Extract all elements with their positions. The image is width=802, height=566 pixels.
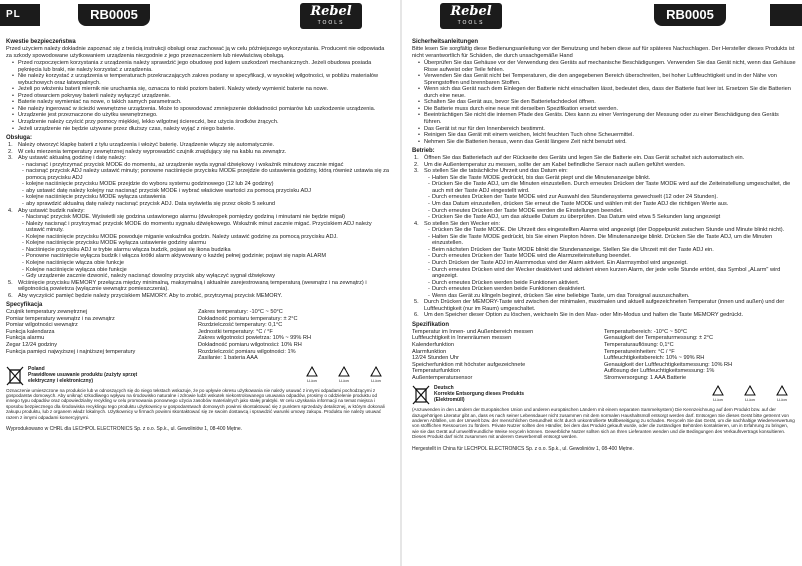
usage-step xyxy=(8,292,390,300)
spec-value: Temperatureinheiten: °C / °F xyxy=(604,348,675,355)
safety-item: • Urządzenie jest przeznaczone do użytku wewnętrznego. xyxy=(18,112,390,119)
safety-list xyxy=(6,60,390,132)
brand-logo xyxy=(300,3,362,29)
step-sublist xyxy=(18,162,390,208)
step-sublist xyxy=(424,175,796,221)
step-subitem: - kolejne naciśnięcie przycisku MODE przejdzie do wyboru systemu godzinowego (12 lub 24 godziny) xyxy=(22,181,390,188)
step-number: 3. xyxy=(8,155,13,162)
left-content xyxy=(6,36,390,433)
recycle-label: Li-ion xyxy=(713,397,723,403)
recycle-label: Li-ion xyxy=(307,377,317,383)
right-header xyxy=(406,0,802,30)
spec-feature: Funkcja kalendarza xyxy=(6,328,55,335)
usage-heading: Obsługa: xyxy=(6,135,33,142)
step-number: 2. xyxy=(414,161,419,168)
recycle-icon xyxy=(775,385,789,397)
step-subitem: - Kolejne naciśnięcie przycisku MODE wyłącza ustawienie godziny alarmu xyxy=(22,240,390,247)
spec-value: Stromversorgung: 1 AAA Batterie xyxy=(604,374,687,381)
spec-value: Zasilanie: 1 bateria AAA xyxy=(198,355,258,362)
brand-logo xyxy=(440,3,502,29)
safety-item: • Jeżeli po włożeniu baterii miernik nie uruchamia się, oznacza to niski poziom baterii. Należy wtedy wymienić baterie na nowe. xyxy=(18,86,390,93)
spec-value: Jednostki temperatury: °C / °F xyxy=(198,328,273,335)
crossed-bin-icon xyxy=(6,366,24,386)
recycle-icon xyxy=(743,385,757,397)
spec-value: Zakres temperatury: -10°C ~ 50°C xyxy=(198,309,283,316)
spec-feature: Temperaturfunktion xyxy=(412,368,460,375)
brand-name: Rebel xyxy=(310,4,352,19)
spec-feature: Zegar 12/24 godziny xyxy=(6,341,57,348)
disposal-country: Poland xyxy=(28,365,45,372)
language-tab xyxy=(0,4,40,42)
recycle-label: Li-ion xyxy=(745,397,755,403)
disposal-text: (Anzuwenden in den Ländern der Europäischen Union und anderen europäischen Ländern mit einem separaten Sammelsystem) Die Kennzeichnung auf dem Produkt bzw. auf der dazugehörigen Literatur gibt an, dass es nach seiner Lebensdauer nicht zusammen mit dem normalen Haushaltsmüll entsorgt werden darf. Entsorgen Sie dieses Gerät bitte getrennt von anderen Abfällen, um der Umwelt bzw. der menschlichen Gesundheit nicht durch unkontrollierte Müllbeseitigung zu schaden. Recyceln Sie das Gerät, um die nachhaltige Wiederverwertung von stofflichen Ressourcen zu fördern. Private Nutzer sollten den Händler, bei dem das Produkt gekauft wurde, oder die zuständigen Behörden kontaktieren, um in Erfahrung zu bringen, wie sie das Gerät auf umweltfreundliche Weise recyceln können. Gewerbliche Nutzer sollten sich an Ihren Lieferanten wenden und die Bedingungen des Verkaufsvertrags konsultieren. Dieses Produkt darf nicht zusammen mit anderem Gewerbemüll entsorgt werden. xyxy=(412,407,795,440)
spec-value: Dokładność pomiaru temperatury: ± 2°C xyxy=(198,315,298,322)
step-number: 6. xyxy=(8,292,13,299)
recycle-icons xyxy=(294,366,390,383)
step-subitem: - Durch erneutes Drücken der Taste MODE wird zur Auswahl des Stundensystems gewechselt (12 oder 24 Stunden). xyxy=(428,194,796,201)
recycle-icons xyxy=(700,385,796,402)
safety-item: • Baterie należy wymieniać na nowe, o takich samych parametrach. xyxy=(18,99,390,106)
disposal-title: Prawidłowe usuwanie produktu (zużyty sprzęt elektryczny i elektroniczny) xyxy=(28,371,138,384)
recycle-icon xyxy=(369,366,383,378)
step-subitem: - Kolejne naciśnięcie przycisku MODE powoduje miganie wskaźnika godzin. Należy ustawić godzinę za pomocą przycisku ADJ. xyxy=(22,234,390,241)
usage-step xyxy=(8,279,390,293)
safety-item: • Das Gerät ist nur für den Innenbereich bestimmt. xyxy=(424,126,796,133)
spec-feature: Temperatur im Innen- und Außenbereich messen xyxy=(412,328,534,335)
safety-intro: Przed użyciem należy dokładnie zapoznać się z treścią instrukcji obsługi oraz zachować ją w celu późniejszego wykorzystania. Producent nie odpowiada za szkody spowodowane użytkowaniem urządzenia niezgodnie z jego przeznaczeniem lub niewłaściwą obsługą. xyxy=(6,46,385,59)
language-code: PL xyxy=(6,9,21,20)
spec-value: Zakres wilgotności powietrza: 10% ~ 99% RH xyxy=(198,335,312,342)
step-sublist xyxy=(18,214,390,279)
spec-feature: Funkcja alarmu xyxy=(6,335,45,342)
step-subitem: - nacisnąć i przytrzymać przycisk MODE do momentu, aż urządzenie wyda sygnał dźwiękowy i wskaźnik minutowy zacznie migać xyxy=(22,162,390,169)
model-number: RB0005 xyxy=(78,4,150,26)
brand-subtitle: TOOLS xyxy=(457,20,485,26)
usage-step xyxy=(414,220,796,300)
safety-item: • Schalten Sie das Gerät aus, bevor Sie den Batteriefachdeckel öffnen. xyxy=(424,99,796,106)
step-text: W celu mierzenia temperatury zewnętrznej należy wyprowadzić czujnik znajdujący się na kablu na zewnątrz. xyxy=(18,148,287,155)
step-subitem: - Halten Sie die Taste MODE gedrückt, bis Sie einen Piepton hören. Die Minutenanzeige blinkt. Drücken Sie die Taste ADJ, um die Minuten einzustellen. xyxy=(428,234,796,247)
disposal-title: Korrekte Entsorgung dieses Produkts (Elektromüll) xyxy=(434,391,525,404)
spec-feature: 12/24 Stunden Uhr xyxy=(412,355,459,362)
step-subitem: - Durch erneutes Drücken wird der Wecker deaktiviert und aktiviert einen kurzen Alarm, der jede volle Stunde ertönt, das Symbol „ALarm" wird angezeigt. xyxy=(428,267,796,280)
spec-feature: Alarmfunktion xyxy=(412,348,447,355)
step-subitem: - Należy nacisnąć i przytrzymać przycisk MODE do momentu sygnału dźwiękowego. Wskaźnik minut zacznie migać. Przyciskiem ADJ należy ustawić minuty. xyxy=(22,221,390,234)
usage-steps xyxy=(6,142,390,299)
step-number: 4. xyxy=(8,207,13,214)
step-subitem: - Durch erneutes Drücken der Taste MODE wird die Alarmzeiteinstellung beendet. xyxy=(428,253,796,260)
spec-value: Auflösung der Luftfeuchtigkeitsmessung: 1% xyxy=(604,368,715,375)
spec-feature: Kalenderfunktion xyxy=(412,341,454,348)
recycle-icon xyxy=(305,366,319,378)
brand-subtitle: TOOLS xyxy=(317,20,345,26)
spec-feature: Pomiar temperatury wewnątrz i na zewnątrz xyxy=(6,315,115,322)
step-subitem: - Naciśnięcie przycisku ADJ w trybie alarmu włącza budzik, pojawi się ikona budzika xyxy=(22,247,390,254)
spec-feature: Funkcja pamięci najwyższej i najniższej temperatury xyxy=(6,348,136,355)
spec-column-values xyxy=(604,329,796,381)
recycle-mark xyxy=(704,385,732,402)
spec-value: Dokładność pomiaru wilgotności: 10% RH xyxy=(198,341,302,348)
manufacturer-info: Hergestellt in China für LECHPOL ELECTRONICS Sp. z o.o. Sp.k., ul. Gewoliniów 1, 08-400 Mętne. xyxy=(412,445,634,452)
step-subitem: - Nacisnąć przycisk MODE. Wyświetli się godzina ustawionego alarmu (dwukropek pomiędzy godziną i minutami nie będzie migał) xyxy=(22,214,390,221)
step-subitem: - Halten Sie die Taste MODE gedrückt, bis das Gerät piept und die Minutenanzeige blinkt. xyxy=(428,175,796,182)
step-text: Aby ustawić aktualną godzinę i datę należy: xyxy=(18,155,127,162)
safety-item: • Die Batterie muss durch eine neue mit derselben Spezifikation ersetzt werden. xyxy=(424,106,796,113)
spec-value: Luftfeuchtigkeitsbereich: 10% ~ 99% RH xyxy=(604,355,705,362)
step-text: Aby wyczyścić pamięć będzie należy przyciskiem MEMORY. Aby to zrobić, przytrzymaj przycisk MEMORY. xyxy=(18,292,283,299)
safety-item: • Przed otwarciem pokrywy baterii należy wyłączyć urządzenie. xyxy=(18,93,390,100)
recycle-icon xyxy=(337,366,351,378)
step-subitem: - Um das Datum einzustellen, drücken Sie erneut die Taste MODE und wählen mit der Taste ADJ die richtigen Werte aus. xyxy=(428,201,796,208)
header-strip xyxy=(770,4,802,26)
step-number: 1. xyxy=(414,155,419,162)
step-subitem: - Durch erneutes Drücken der Taste MODE werden die Einstellungen beendet. xyxy=(428,208,796,215)
safety-item: • Nehmen Sie die Batterien heraus, wenn das Gerät längere Zeit nicht benutzt wird. xyxy=(424,139,796,146)
step-text: Öffnen Sie das Batteriefach auf der Rückseite des Geräts und legen Sie die Batterie ein. Das Gerät schaltet sich automatisch ein. xyxy=(424,155,745,162)
crossed-bin-icon xyxy=(412,385,430,405)
spec-table xyxy=(412,329,796,381)
safety-heading: Sicherheitsanleitungen xyxy=(412,39,479,45)
spec-value: Rozdzielczość temperatury: 0,1°C xyxy=(198,322,283,329)
spec-value: Genauigkeit der Luftfeuchtigkeitsmessung: 10% RH xyxy=(604,361,733,368)
step-number: 5. xyxy=(414,299,419,306)
german-page xyxy=(406,0,802,566)
step-subitem: - aby sprawdzić aktualną datę należy nacisnąć przycisk ADJ. Data wyświetla się przez około 5 sekund xyxy=(22,201,390,208)
disposal-block xyxy=(412,385,796,405)
safety-heading: Kwestie bezpieczeństwa xyxy=(6,39,76,45)
next-language-code: D xyxy=(12,31,21,42)
step-number: 6. xyxy=(414,312,419,319)
spec-column-values xyxy=(198,309,390,361)
step-text: Wciśnięcie przycisku MEMORY przełącza między minimalną, maksymalną i aktualnie zarejestrowaną temperaturą (wewnątrz i na zewnątrz) i wilgotnością powietrza (wyłącznie wewnątrz pomieszczenia). xyxy=(18,279,367,293)
step-text: Należy otworzyć klapkę baterii z tyłu urządzenia i włożyć baterię. Urządzenie włączy się automatycznie. xyxy=(18,142,275,149)
spec-table xyxy=(6,309,390,361)
recycle-mark xyxy=(330,366,358,383)
spec-feature: Speicherfunktion mit höchster aufgezeichnete xyxy=(412,361,526,368)
safety-item: • Überprüfen Sie das Gehäuse vor der Verwendung des Geräts auf mechanische Beschädigungen. Verwenden Sie das Gerät nicht, wenn das Gehäuse Risse aufweist oder Teile fehlen. xyxy=(424,60,796,73)
recycle-label: Li-ion xyxy=(777,397,787,403)
usage-step xyxy=(414,299,796,312)
usage-step xyxy=(8,207,390,280)
step-text: Um die Außentemperatur zu messen, sollte der am Kabel befindliche Sensor nach außen geführt werden. xyxy=(424,161,686,168)
step-subitem: - Drücken Sie die Taste ADJ, um das aktuelle Datum zu überprüfen. Das Datum wird etwa 5 Sekunden lang angezeigt xyxy=(428,214,796,221)
safety-item: • Beeinträchtigen Sie nicht die internen Pfade des Geräts. Dies kann zu einer Verringerung der Messung oder zu einer Beschädigung des Geräts führen. xyxy=(424,112,796,125)
step-number: 3. xyxy=(414,168,419,175)
polish-page xyxy=(0,0,396,566)
spec-feature: Pomiar wilgotności wewnątrz xyxy=(6,322,78,329)
step-text: Aby ustawić budzik należy: xyxy=(18,207,85,214)
step-subitem: - Ponowne naciśnięcie wyłącza budzik i włącza krótki alarm aktywowany o każdej pełnej godzinie; pojawi się napis ALARM xyxy=(22,253,390,260)
manufacturer-info: Wyprodukowano w CHRL dla LECHPOL ELECTRONICS Sp. z o.o. Sp.k., ul. Gewoliniów 1, 08-400 Mętne. xyxy=(6,426,243,433)
spec-feature: Luftfeuchtigkeit in Innenräumen messen xyxy=(412,335,512,342)
spec-feature: Außentemperatursensor xyxy=(412,374,473,381)
step-subitem: - Drücken Sie die Taste ADJ, um die Minuten einzustellen. Durch erneutes Drücken der Taste MODE wird auf die Zeiteinstellung umgeschaltet, die auch mit der Taste ADJ eingestellt wird. xyxy=(428,181,796,194)
step-text: Durch Drücken der MEMORY-Taste wird zwischen der minimalen, maximalen und aktuell aufgezeichneten Temperatur (innen und außen) und der Luftfeuchtigkeit (nur im Raum) umgeschaltet. xyxy=(424,299,785,312)
step-number: 1. xyxy=(8,142,13,149)
safety-item: • Nie należy korzystać z urządzenia w temperaturach przekraczających zakres podany w specyfikacji, w wysokiej wilgotności, w pobliżu materiałów wybuchowych oraz łatwopalnych. xyxy=(18,73,390,86)
safety-item: • Wenn sich das Gerät nach dem Einlegen der Batterie nicht einschalten lässt, bedeutet dies, dass der Batterie fast leer ist. Ersetzen Sie die Batterien durch eine neue. xyxy=(424,86,796,99)
disposal-country: Deutsch xyxy=(434,385,454,392)
step-text: Um den Speicher dieser Option zu löschen, weichseln Sie in den Max- oder Min-Modus und halten die Taste MEMORY gedrückt. xyxy=(424,312,744,319)
safety-list xyxy=(412,60,796,145)
model-number: RB0005 xyxy=(654,4,726,26)
step-number: 2. xyxy=(8,148,13,155)
step-subitem: - nacisnąć przycisk ADJ należy ustawić minuty; ponowne naciśnięcie przycisku MODE przejdzie do ustawienia godziny, którą również ustawia się za pomocą przycisku ADJ xyxy=(22,168,390,181)
step-subitem: - Kolejne naciśnięcie włącza obie funkcje xyxy=(22,260,390,267)
safety-item: • Nie należy ingerować w ścieżki wewnętrzne urządzenia. Może to spowodować zmniejszenie dokładności pomiarów lub uszkodzenie urządzenia. xyxy=(18,106,390,113)
step-subitem: - kolejne naciśnięcie przycisku MODE wyłącza ustawienia xyxy=(22,194,390,201)
safety-item: • Urządzenie należy czyścić przy pomocy miękkiej, lekko wilgotnej ściereczki, bez użycia środków żrących. xyxy=(18,119,390,126)
brand-name: Rebel xyxy=(450,4,492,19)
recycle-mark xyxy=(362,366,390,383)
page-divider xyxy=(400,0,402,566)
spec-column-features xyxy=(6,309,198,361)
recycle-mark xyxy=(298,366,326,383)
step-subitem: - Drücken Sie die Taste MODE. Die Uhrzeit des eingestellten Alarms wird angezeigt (der Doppelpunkt zwischen Stunde und Minute blinkt nicht). xyxy=(428,227,796,234)
right-content xyxy=(412,36,796,452)
step-text: So stellen Sie die tatsächliche Uhrzeit und das Datum ein: xyxy=(424,168,568,175)
step-subitem: - Beim nächsten Drücken der Taste MODE blinkt die Stundenanzeige. Stellen Sie die Uhrzeit mit der Taste ADJ ein. xyxy=(428,247,796,254)
safety-item: • Reinigen Sie das Gerät mit einem weichen, leicht feuchten Tuch ohne Scheuermittel. xyxy=(424,132,796,139)
step-text: So stellen Sie den Wecker ein: xyxy=(424,220,501,227)
usage-step xyxy=(414,168,796,221)
spec-value: Genauigkeit der Temperaturmessung: ± 2°C xyxy=(604,335,714,342)
spec-value: Rozdzielczość pomiaru wilgotności: 1% xyxy=(198,348,296,355)
usage-heading: Betrieb: xyxy=(412,148,435,155)
usage-steps xyxy=(412,155,796,319)
step-number: 4. xyxy=(414,220,419,227)
recycle-icon xyxy=(711,385,725,397)
disposal-text: Oznaczenie umieszczone na produkcie lub w odnoszących się do niego tekstach wskazuje, że po upływie okresu użytkowania nie należy usuwać z innymi odpadami pochodzącymi z gospodarstw domowych. Aby uniknąć szkodliwego wpływu na środowisko naturalne i zdrowie ludzi wskutek niekontrolowanego usuwania odpadów, prosimy o oddzielenie produktu od innego typu odpadów oraz odpowiedzialny recykling w celu promowania ponownego użycia zasobów materialnych jako stałej praktyki. W celu uzyskania informacji na temat miejsca i sposobu bezpiecznego dla środowiska recyklingu tego produktu użytkownicy w gospodarstwach domowych powinni skontaktować się z punktem sprzedaży detalicznej, w którym dokonali zakupu produktu, lub z organem władz lokalnych. Użytkownicy w firmach powinni skontaktować się ze swoim dostawcą i sprawdzić warunki umowy zakupu. Produktu nie należy usuwać razem z innymi odpadami komercyjnymi. xyxy=(6,387,385,420)
spec-value: Temperaturauflösung: 0,1°C xyxy=(604,341,674,348)
safety-item: • Jeżeli urządzenie nie będzie używane przez dłuższy czas, należy wyjąć z niego baterie. xyxy=(18,126,390,133)
spec-heading: Specyfikacja xyxy=(6,302,43,309)
recycle-label: Li-ion xyxy=(339,377,349,383)
usage-step xyxy=(8,155,390,208)
step-sublist xyxy=(424,227,796,299)
disposal-block xyxy=(6,366,390,386)
step-subitem: - Kolejne naciśnięcie wyłącza obie funkcje xyxy=(22,267,390,274)
step-subitem: - aby ustawić datę należy kolejny raz nacisnąć przycisk MODE i wybrać właściwe wartości za pomocą przycisku ADJ xyxy=(22,188,390,195)
step-subitem: - Durch erneutes Drücken werden beide Funktionen deaktiviert. xyxy=(428,286,796,293)
spec-value: Temperaturbereich: -10°C ~ 50°C xyxy=(604,328,687,335)
spec-column-features xyxy=(412,329,604,381)
safety-intro: Bitte lesen Sie sorgfältig diese Bedienungsanleitung vor der Benutzung und heben diese auf für späteres Nachschlagen. Der Hersteller dieses Produkts ist nicht verantwortlich für Schäden, die durch unsachgemäße Hand xyxy=(412,46,795,59)
step-subitem: - Wenn das Gerät zu klingeln beginnt, drücken Sie eine beliebige Taste, um das Tonsignal auszuschalten. xyxy=(428,293,796,300)
usage-step xyxy=(414,312,796,319)
step-subitem: - Durch erneutes Drücken werden beide Funktionen aktiviert. xyxy=(428,280,796,287)
step-subitem: - Gdy urządzenie zacznie dzwonić, należy nacisnąć dowolny przycisk aby wyłączyć sygnał dźwiękowy xyxy=(22,273,390,280)
recycle-label: Li-ion xyxy=(371,377,381,383)
recycle-mark xyxy=(768,385,796,402)
spec-feature: Czujnik temperatury zewnętrznej xyxy=(6,309,88,316)
recycle-mark xyxy=(736,385,764,402)
safety-item: • Przed rozpoczęciem korzystania z urządzenia należy sprawdzić jego obudowę pod kątem uszkodzeń mechanicznych. Jeżeli obudowa posiada pęknięcia lub braki, nie należy korzystać z urządzenia. xyxy=(18,60,390,73)
safety-item: • Verwenden Sie das Gerät nicht bei Temperaturen, die den angegebenen Bereich überschreiten, bei hoher Luftfeuchtigkeit und in der Nähe von Sprengstoffen und brennbaren Stoffen. xyxy=(424,73,796,86)
spec-heading: Spezifikation xyxy=(412,321,450,328)
step-subitem: - Durch Drücken der Taste ADJ im Alarmmodus wird der Alarm aktiviert. Ein Alarmsymbol wird angezeigt. xyxy=(428,260,796,267)
step-number: 5. xyxy=(8,279,13,286)
